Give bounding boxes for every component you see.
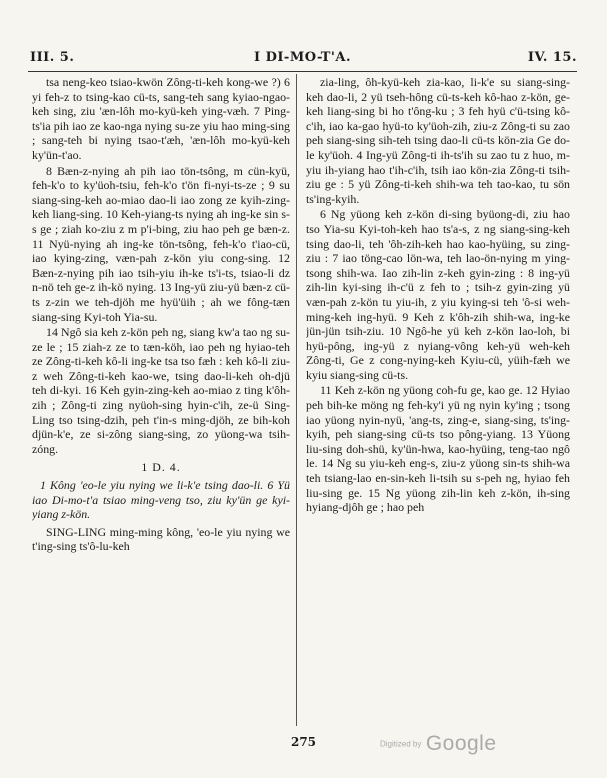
paragraph: zia-ling, ôh-kyü-keh zia-kao, li-k'e su siang-sing-keh dao-li, 2 yü tseh-hông cü-ts-keh kô-hao z-kön, ge-keh liang-sing bi ho t'ông-ku ; 3 feh hyü c'ü-tsing kô-c'ih, iao ka-gao hyü-to ky'üoh-zih, ziu-z Zông-ti su zao peh siang-sing sih-teh tsing dao-li cü-ts kön-zia Ge do-le ky'üoh. 4 Ing-yü Zông-ti ih-ts'ih su zao tu z huo, m-yiu ih-yiang hao t'ih-c'ih, tsih iao kön-zia Zông-ti tsih-ziu ge : 5 yü Zông-ti-keh shih-wa teh tao-kao, tu sön ts'ing-kyih. (306, 75, 570, 206)
digitized-watermark (380, 732, 497, 756)
chapter-reference: 1 D. 4. (141, 460, 181, 475)
digitized-by-label: Digitized by (380, 739, 422, 749)
header-chapter-left: III. 5. (30, 50, 75, 65)
column-divider (296, 74, 297, 726)
paragraph: 6 Ng yüong keh z-kön di-sing byüong-di, ziu hao tso Yia-su Kyi-toh-keh hao ts'a-s, z ng siang-sing-keh tsing dao-li, teh 'ôh-zih-keh hao kao-hyüing, su zing-ziu : 7 iao töng-cao lön-wa, teh lao-ön-nying m ying-tsong shih-wa. Iao zih-lin z-keh gyin-zing : 8 ing-yü zih-lin kyi-sing ih-c'ü z feh to ; tsih-z gyin-zing yü væn-pah z-kön tu yiu-ih, z yiu kying-si teh 'ô-si weh-ming-keh ing-hyü. 9 Keh z k'ôh-zih shih-wa, ing-ke jün-jün tsih-ziu. 10 Ngô-he yü keh z-kön lao-loh, bi hyü-pông, ing-yü z nyiang-vông keh-yü weh-keh Zông-ti, Ge z cong-nying-keh Kyiu-cü, yüih-fæh we kyiu siang-sing cü-ts. (306, 207, 570, 382)
header-book-title: I DI-MO-T'A. (253, 50, 352, 65)
header-chapter-right: IV. 15. (527, 50, 577, 65)
chapter-summary: 1 Kông 'eo-le yiu nying we li-k'e tsing dao-li. 6 Yü iao Di-mo-t'a tsiao ming-veng tso, ziu ky'ün ge kyi-yiang z-kön. (32, 478, 290, 522)
google-logo-text: Google (425, 732, 497, 755)
right-column (306, 75, 570, 726)
paragraph: 11 Keh z-kön ng yüong coh-fu ge, kao ge. 12 Hyiao peh bih-ke möng ng feh-ky'i yü ng nyin ky'ing ; tsong iao yüong nyin-nyü, 'ang-ts, zing-e, siang-sing, ts'ing-kyih, peh siang-sing cü-ts tso pông-yiang. 13 Yüong liu-sing doh-shü, ky'ün-hwa, kao-hyüing, teng-tao ngô le. 14 Ng su yiu-keh eng-s, ziu-z yüong sin-ts shih-wa teh tsiang-lao en-sin-keh li-tsih su s-peh ng, hyiao feh liu-sing ge. 15 Ng yüong zih-lin keh z-kön, ih-sing hyiang-djôh ge ; hao peh (306, 383, 570, 515)
page-number: 275 (290, 735, 317, 749)
paragraph: tsa neng-keo tsiao-kwön Zông-ti-keh kong-we ?) 6 yi feh-z to tsing-kao cü-ts, sang-teh sang kyiao-ngao-keh sing, ziu 'æn-lôh mo-kyü-keh ying-væh. 7 Ping-ts'ia pih iao ze kao-nga nying su-ze yiu hao ming-sing ; sang-teh bi nying tsao-t'æh, 'æn-lôh mo-kyü-keh ky'ün-t'ao. (32, 75, 290, 162)
paragraph: SING-LING ming-ming kông, 'eo-le yiu nying we t'ing-sing ts'ô-lu-keh (32, 524, 290, 554)
header-rule (28, 71, 577, 72)
left-column (32, 75, 290, 726)
paragraph: 14 Ngô sia keh z-kön peh ng, siang kw'a tao ng su-ze le ; 15 ziah-z ze to tæn-köh, iao peh ng hyiao-teh ze Zông-ti-keh kô-li ing-ke tsa tso fæh : keh kô-li ziu-z weh Zông-ti-keh kao-we, tsing dao-li-keh oh-djü teh di-kyi. 16 Keh gyin-zing-keh ao-miao z ting k'ôh-zih ; Zông-ti zing nyüoh-sing hyin-c'ih, ze-ü Sing-Ling tso tsing-dzih, peh t'in-s ming-djöh, ze bih-koh djün-k'e, ze si-zông siang-sing, zo yüong-wa tsih-zóng. (32, 325, 290, 456)
paragraph: 8 Bæn-z-nying ah pih iao tön-tsông, m cün-kyü, feh-k'o to ky'üoh-tsiu, feh-k'o t'ön fi-nyi-ts-ze ; 9 su siang-sing-keh ao-miao dao-li iao zong ze kyih-zing-keh liang-sing. 10 Keh-yiang-ts nying ah ing-ke sin s-s ge ; ziah ko-ziu z m p'i-bing, ziu hao peh ge bæn-z. 11 Nyü-nying ah ing-ke tön-tsông, feh-k'o t'iao-cü, iao kying-zing, væn-pah z-kön yiu cong-sing. 12 Bæn-z-nying pih iao tsih-yiu ih-ke ts'i-ts, tsiao-li dz n-nö teh ge-z ih-kö nying. 13 Ing-yü ziu-yü bæn-z cü-ts z-zin we teh-djöh me hyü'üih ; ah we fông-tæn siang-sing Kyi-toh Yia-su. (32, 163, 290, 324)
running-header (28, 50, 577, 72)
